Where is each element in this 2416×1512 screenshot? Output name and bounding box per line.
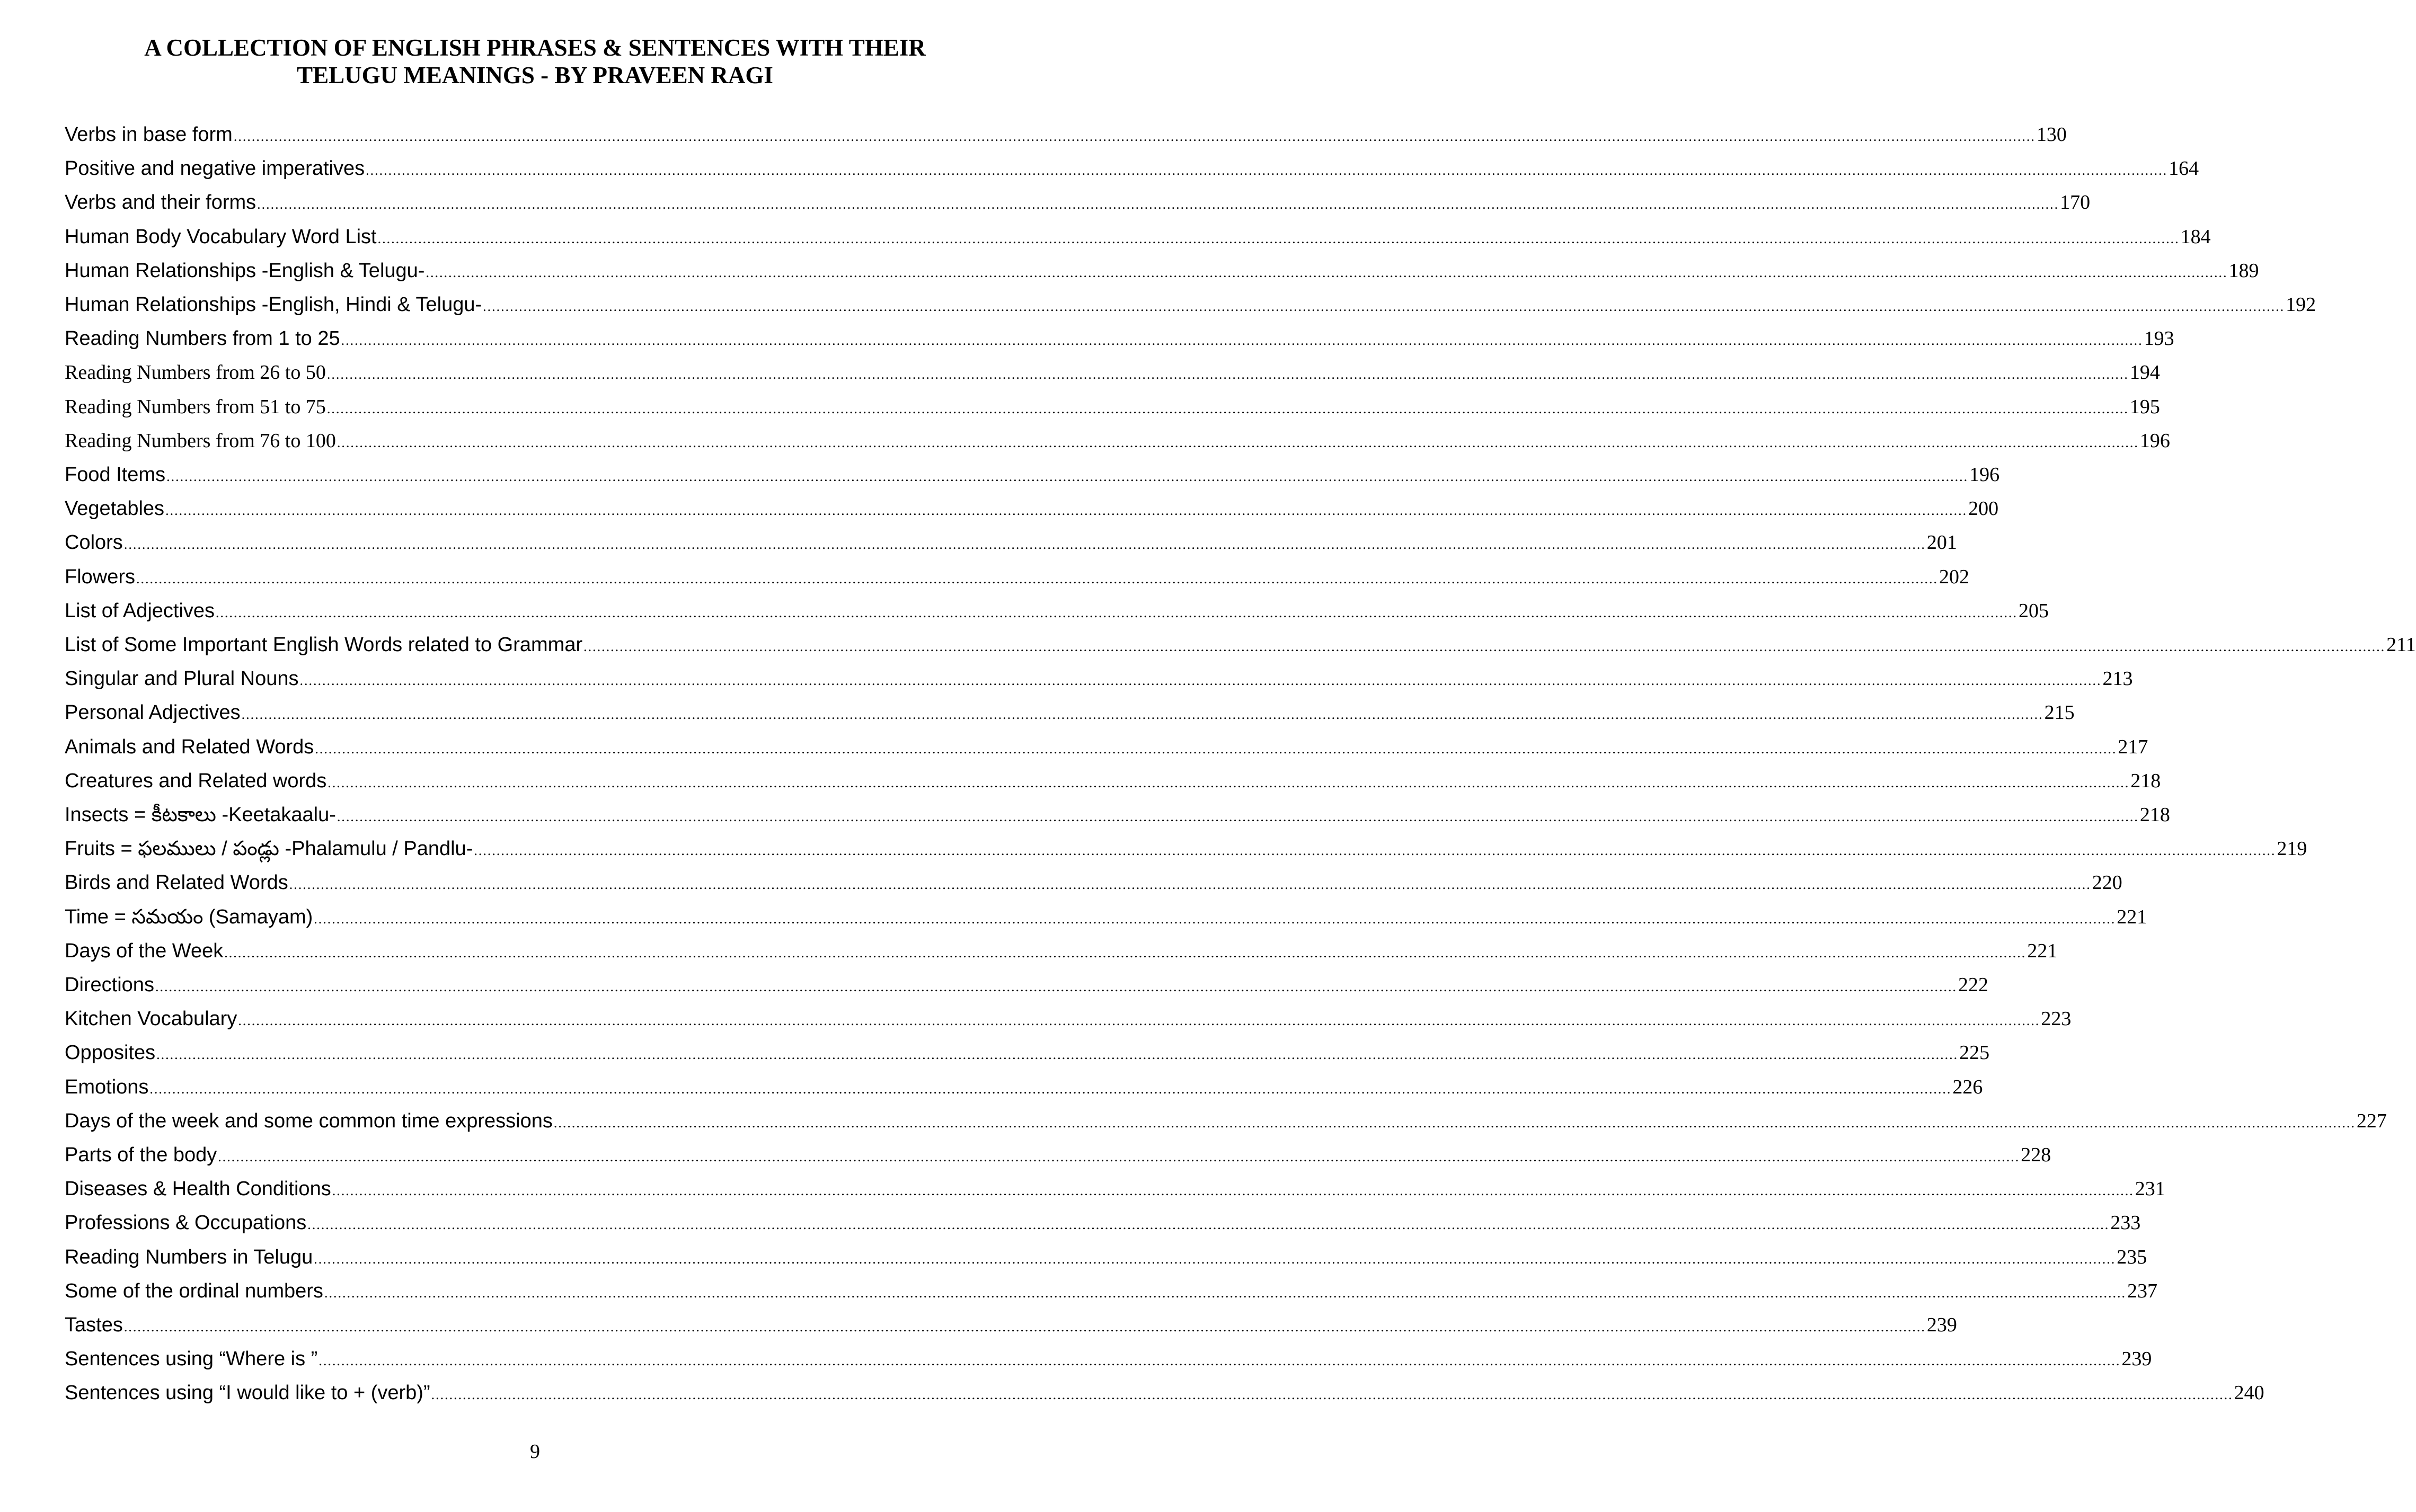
toc-dot-leader: ................................................................................................................................................................................................................................................................................................................................................................................................................ xyxy=(238,1013,2040,1028)
toc-entry-title: Days of the week and some common time expressions xyxy=(65,1110,553,1132)
toc-entry[interactable] xyxy=(65,769,2161,799)
toc-entry-title: Vegetables xyxy=(65,497,165,520)
toc-entry-page: 193 xyxy=(2144,327,2174,350)
toc-entry-title: Personal Adjectives xyxy=(65,701,241,724)
toc-entry[interactable] xyxy=(65,1246,2147,1275)
toc-entry-page: 217 xyxy=(2118,736,2148,758)
page-title xyxy=(0,34,1070,89)
toc-dot-leader: ................................................................................................................................................................................................................................................................................................................................................................................................................ xyxy=(156,1047,1959,1062)
toc-entry-page: 201 xyxy=(1926,531,1957,554)
toc-dot-leader: ................................................................................................................................................................................................................................................................................................................................................................................................................ xyxy=(324,1285,2126,1301)
toc-entry[interactable] xyxy=(65,191,2091,220)
toc-entry-title: Animals and Related Words xyxy=(65,736,314,758)
toc-entry-title: Emotions xyxy=(65,1076,149,1098)
toc-entry[interactable] xyxy=(65,701,2075,731)
toc-entry[interactable] xyxy=(65,1177,2165,1207)
toc-entry-title: Days of the Week xyxy=(65,940,224,962)
toc-dot-leader: ................................................................................................................................................................................................................................................................................................................................................................................................................ xyxy=(123,1319,1926,1335)
toc-entry-title: Diseases & Health Conditions xyxy=(65,1178,331,1200)
toc-dot-leader: ................................................................................................................................................................................................................................................................................................................................................................................................................ xyxy=(257,197,2059,212)
toc-entry[interactable] xyxy=(65,1381,2264,1411)
toc-dot-leader: ................................................................................................................................................................................................................................................................................................................................................................................................................ xyxy=(218,1149,2020,1164)
toc-dot-leader: ................................................................................................................................................................................................................................................................................................................................................................................................................ xyxy=(224,945,2026,960)
toc-entry[interactable] xyxy=(65,973,1988,1003)
toc-entry-page: 223 xyxy=(2041,1008,2072,1030)
toc-entry-title: Sentences using “I would like to + (verb)” xyxy=(65,1382,430,1404)
toc-dot-leader: ................................................................................................................................................................................................................................................................................................................................................................................................................ xyxy=(233,129,2036,144)
toc-entry-page: 220 xyxy=(2092,871,2122,894)
toc-entry[interactable] xyxy=(65,1075,1983,1105)
toc-entry[interactable] xyxy=(65,565,1970,595)
toc-entry[interactable] xyxy=(65,1109,2387,1139)
toc-entry-page: 164 xyxy=(2169,157,2199,180)
toc-entry-title: Reading Numbers from 76 to 100 xyxy=(65,430,336,452)
toc-entry-page: 192 xyxy=(2286,293,2316,316)
toc-entry[interactable] xyxy=(65,837,2307,867)
toc-dot-leader: ................................................................................................................................................................................................................................................................................................................................................................................................................ xyxy=(123,537,1926,552)
toc-entry[interactable] xyxy=(65,429,2170,459)
toc-entry-page: 130 xyxy=(2036,123,2067,146)
toc-entry-title: Birds and Related Words xyxy=(65,871,288,894)
toc-entry[interactable] xyxy=(65,361,2160,390)
toc-dot-leader: ................................................................................................................................................................................................................................................................................................................................................................................................................ xyxy=(332,1183,2134,1198)
toc-entry[interactable] xyxy=(65,327,2174,357)
toc-entry[interactable] xyxy=(65,531,1957,561)
toc-dot-leader: ................................................................................................................................................................................................................................................................................................................................................................................................................ xyxy=(431,1387,2233,1402)
toc-entry-page: 196 xyxy=(1969,464,2000,486)
toc-entry-title: Fruits = ఫలములు / పండ్లు -Phalamulu / Pandlu- xyxy=(65,838,473,860)
toc-entry-page: 233 xyxy=(2110,1212,2141,1234)
toc-dot-leader: ................................................................................................................................................................................................................................................................................................................................................................................................................ xyxy=(289,877,2091,892)
toc-dot-leader: ................................................................................................................................................................................................................................................................................................................................................................................................................ xyxy=(318,1353,2121,1368)
toc-dot-leader: ................................................................................................................................................................................................................................................................................................................................................................................................................ xyxy=(326,401,2129,416)
toc-dot-leader: ................................................................................................................................................................................................................................................................................................................................................................................................................ xyxy=(299,673,2102,688)
toc-entry[interactable] xyxy=(65,1313,1957,1343)
toc-dot-leader: ................................................................................................................................................................................................................................................................................................................................................................................................................ xyxy=(337,435,2139,450)
toc-entry-title: Verbs in base form xyxy=(65,123,233,146)
toc-entry-title: Reading Numbers from 51 to 75 xyxy=(65,396,326,418)
toc-entry-page: 215 xyxy=(2044,701,2075,724)
toc-entry[interactable] xyxy=(65,395,2160,425)
toc-entry-title: Directions xyxy=(65,974,154,996)
toc-entry-title: Positive and negative imperatives xyxy=(65,157,365,180)
toc-entry-title: Creatures and Related words xyxy=(65,770,327,792)
toc-entry-page: 184 xyxy=(2180,226,2211,248)
toc-entry-page: 195 xyxy=(2129,396,2160,418)
toc-entry-title: List of Some Important English Words related to Grammar xyxy=(65,634,583,656)
page-number: 9 xyxy=(530,1440,540,1463)
toc-dot-leader: ................................................................................................................................................................................................................................................................................................................................................................................................................ xyxy=(377,231,2180,246)
toc-entry-page: 211 xyxy=(2386,634,2416,656)
toc-entry-title: Human Relationships -English & Telugu- xyxy=(65,260,425,282)
toc-entry-title: Parts of the body xyxy=(65,1144,217,1166)
toc-entry[interactable] xyxy=(65,463,2000,493)
toc-entry[interactable] xyxy=(65,1041,1990,1071)
toc-entry-page: 239 xyxy=(2121,1348,2152,1370)
toc-entry-title: Insects = కీటకాలు -Keetakaalu- xyxy=(65,804,336,826)
toc-entry-title: Some of the ordinal numbers xyxy=(65,1280,323,1302)
toc-dot-leader: ................................................................................................................................................................................................................................................................................................................................................................................................................ xyxy=(166,469,1969,484)
toc-entry[interactable] xyxy=(65,157,2199,186)
toc-dot-leader: ................................................................................................................................................................................................................................................................................................................................................................................................................ xyxy=(314,911,2116,927)
toc-dot-leader: ................................................................................................................................................................................................................................................................................................................................................................................................................ xyxy=(216,605,2018,620)
toc-dot-leader: ................................................................................................................................................................................................................................................................................................................................................................................................................ xyxy=(553,1115,2356,1131)
toc-dot-leader: ................................................................................................................................................................................................................................................................................................................................................................................................................ xyxy=(341,333,2143,348)
toc-dot-leader: ................................................................................................................................................................................................................................................................................................................................................................................................................ xyxy=(337,809,2139,824)
toc-entry-title: Human Body Vocabulary Word List xyxy=(65,226,377,248)
toc-entry-title: Human Relationships -English, Hindi & Telugu- xyxy=(65,293,482,316)
toc-entry-page: 225 xyxy=(1959,1042,1990,1064)
toc-entry[interactable] xyxy=(65,633,2416,663)
toc-dot-leader: ................................................................................................................................................................................................................................................................................................................................................................................................................ xyxy=(474,843,2276,858)
toc-entry[interactable] xyxy=(65,905,2147,935)
toc-entry-page: 200 xyxy=(1968,497,1999,520)
toc-entry-page: 222 xyxy=(1958,974,1988,996)
toc-entry-page: 205 xyxy=(2019,600,2049,622)
toc-entry-title: Reading Numbers from 1 to 25 xyxy=(65,327,340,350)
toc-entry-page: 221 xyxy=(2027,940,2058,962)
page-title-line-2: TELUGU MEANINGS - BY PRAVEEN RAGI xyxy=(297,62,773,88)
toc-entry[interactable] xyxy=(65,599,2049,629)
toc-entry-page: 226 xyxy=(1952,1076,1983,1098)
toc-entry-title: Verbs and their forms xyxy=(65,191,256,214)
toc-dot-leader: ................................................................................................................................................................................................................................................................................................................................................................................................................ xyxy=(149,1081,1952,1097)
toc-entry-title: Reading Numbers from 26 to 50 xyxy=(65,361,326,384)
toc-entry-title: Opposites xyxy=(65,1042,156,1064)
toc-dot-leader: ................................................................................................................................................................................................................................................................................................................................................................................................................ xyxy=(241,707,2043,722)
toc-entry-title: Tastes xyxy=(65,1314,123,1336)
toc-entry[interactable] xyxy=(65,123,2067,153)
toc-entry[interactable] xyxy=(65,939,2058,969)
toc-entry[interactable] xyxy=(65,497,1999,527)
toc-entry[interactable] xyxy=(65,1211,2141,1241)
toc-dot-leader: ................................................................................................................................................................................................................................................................................................................................................................................................................ xyxy=(326,367,2129,382)
toc-entry-page: 235 xyxy=(2117,1246,2147,1268)
toc-dot-leader: ................................................................................................................................................................................................................................................................................................................................................................................................................ xyxy=(315,741,2117,757)
toc-entry-title: Food Items xyxy=(65,464,166,486)
toc-entry-title: Professions & Occupations xyxy=(65,1212,307,1234)
toc-entry-title: Reading Numbers in Telugu xyxy=(65,1246,313,1268)
page-title-line-1: A COLLECTION OF ENGLISH PHRASES & SENTENCES WITH THEIR xyxy=(144,34,926,61)
toc-entry-title: Kitchen Vocabulary xyxy=(65,1008,237,1030)
toc-dot-leader: ................................................................................................................................................................................................................................................................................................................................................................................................................ xyxy=(136,571,1939,586)
toc-dot-leader: ................................................................................................................................................................................................................................................................................................................................................................................................................ xyxy=(165,503,1968,518)
toc-entry-page: 227 xyxy=(2356,1110,2387,1132)
toc-dot-leader: ................................................................................................................................................................................................................................................................................................................................................................................................................ xyxy=(583,639,2386,654)
toc-entry-title: Singular and Plural Nouns xyxy=(65,668,299,690)
toc-entry-page: 189 xyxy=(2228,260,2259,282)
toc-entry-page: 237 xyxy=(2127,1280,2157,1302)
toc-entry-title: List of Adjectives xyxy=(65,600,215,622)
toc-entry[interactable] xyxy=(65,871,2122,901)
toc-entry[interactable] xyxy=(65,259,2259,289)
toc-entry-page: 219 xyxy=(2277,838,2307,860)
toc-entry[interactable] xyxy=(65,735,2148,765)
toc-entry-title: Time = సమయం (Samayam) xyxy=(65,906,313,928)
toc-entry[interactable] xyxy=(65,293,2316,323)
toc-dot-leader: ................................................................................................................................................................................................................................................................................................................................................................................................................ xyxy=(328,775,2130,790)
toc-entry-page: 202 xyxy=(1939,566,1970,588)
toc-entry-title: Sentences using “Where is ” xyxy=(65,1348,318,1370)
toc-entry-page: 218 xyxy=(2130,770,2161,792)
toc-entry-page: 218 xyxy=(2139,804,2170,826)
toc-entry[interactable] xyxy=(65,1279,2157,1309)
toc-entry-title: Colors xyxy=(65,531,123,554)
toc-entry-page: 170 xyxy=(2060,191,2091,214)
toc-entry-page: 231 xyxy=(2135,1178,2165,1200)
toc-entry[interactable] xyxy=(65,225,2211,255)
toc-entry[interactable] xyxy=(65,1007,2072,1037)
toc-dot-leader: ................................................................................................................................................................................................................................................................................................................................................................................................................ xyxy=(426,265,2228,280)
toc-dot-leader: ................................................................................................................................................................................................................................................................................................................................................................................................................ xyxy=(155,979,1957,994)
toc-dot-leader: ................................................................................................................................................................................................................................................................................................................................................................................................................ xyxy=(307,1217,2110,1232)
toc-entry[interactable] xyxy=(65,1143,2051,1173)
toc-entry[interactable] xyxy=(65,1347,2152,1377)
toc-entry-title: Flowers xyxy=(65,566,136,588)
toc-entry[interactable] xyxy=(65,667,2133,697)
toc-entry-page: 213 xyxy=(2102,668,2133,690)
toc-entry-page: 194 xyxy=(2129,361,2160,384)
toc-entry-page: 221 xyxy=(2117,906,2147,928)
toc-entry-page: 239 xyxy=(1926,1314,1957,1336)
toc-entry-page: 196 xyxy=(2139,430,2170,452)
toc-dot-leader: ................................................................................................................................................................................................................................................................................................................................................................................................................ xyxy=(314,1251,2116,1267)
toc-entry-page: 228 xyxy=(2021,1144,2051,1166)
toc-entry[interactable] xyxy=(65,803,2170,833)
toc-entry-page: 240 xyxy=(2234,1382,2264,1404)
toc-dot-leader: ................................................................................................................................................................................................................................................................................................................................................................................................................ xyxy=(366,163,2168,178)
toc-dot-leader: ................................................................................................................................................................................................................................................................................................................................................................................................................ xyxy=(483,299,2285,314)
